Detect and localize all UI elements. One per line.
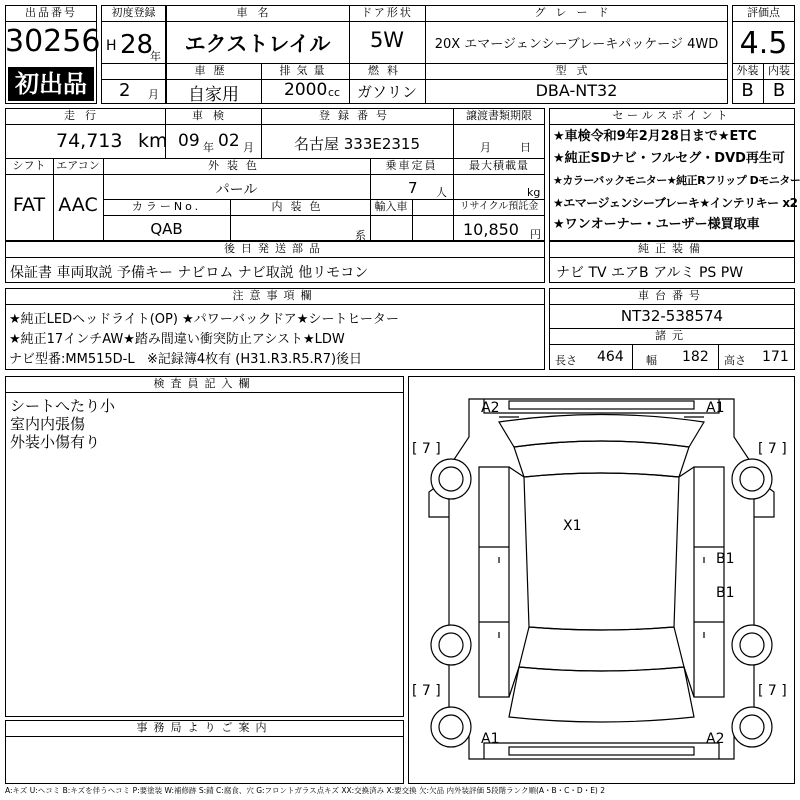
displacement-unit: cc (328, 86, 341, 99)
mark-roof: X1 (563, 518, 582, 534)
sales-points-label: セールスポイント (612, 109, 732, 122)
inspection-month-unit: 月 (243, 141, 254, 154)
car-name: エクストレイル (184, 32, 331, 56)
note-line-1: ★純正LEDヘッドライト(OP) ★パワーバックドア★シートヒーター (9, 312, 399, 327)
tread-rear-right: [ 7 ] (758, 683, 787, 699)
car-name-label: 車名 (236, 6, 279, 19)
width: 182 (682, 349, 709, 365)
chassis-label: 車台番号 (638, 289, 706, 302)
recycle-fee: 10,850 (463, 220, 519, 239)
interior-color-label: 内装色 (271, 200, 329, 213)
transfer-label: 譲渡書類期限 (466, 109, 532, 122)
delivery-parts: 保証書 車両取説 予備キー ナビロム ナビ取説 他リモコン (10, 265, 369, 281)
month-unit: 月 (148, 88, 159, 101)
mark-front-right: A1 (706, 400, 725, 416)
import-label: 輸入車 (374, 200, 408, 213)
first-listing-badge: 初出品 (8, 67, 94, 101)
year-unit: 年 (150, 50, 161, 63)
mark-right-door-rear: B1 (716, 585, 735, 601)
inspector-line-3: 外装小傷有り (10, 433, 101, 451)
sales-point-3: ★カラーバックモニター★純正Rフリップ Dモニター (553, 174, 800, 187)
era-letter: H (106, 38, 117, 54)
capacity-unit: 人 (436, 186, 447, 199)
ac-label: エアコン (56, 159, 100, 172)
tread-front-left: [ 7 ] (412, 441, 441, 457)
inspection-year: 09 (178, 131, 200, 151)
height: 171 (762, 349, 789, 365)
tread-rear-right-value: 7 (767, 683, 777, 699)
height-label: 高さ (724, 354, 746, 367)
fuel-label: 燃料 (368, 64, 406, 77)
tread-front-right: [ 7 ] (758, 441, 787, 457)
length: 464 (597, 349, 624, 365)
model-code: DBA-NT32 (535, 81, 618, 100)
displacement: 2000 (284, 80, 328, 100)
color-label: 外装色 (208, 159, 265, 172)
interior-color-unit: 系 (355, 229, 366, 242)
displacement-label: 排気量 (279, 64, 331, 77)
equipment-list: ナビ TV エアB アルミ PS PW (556, 265, 744, 281)
reg-year: 28 (120, 30, 154, 60)
exterior-color: パール (215, 182, 258, 198)
score-label: 評価点 (747, 6, 780, 19)
load-label: 最大積載量 (469, 159, 529, 172)
door-label: ドア形状 (361, 6, 413, 19)
registration-number: 名古屋 333E2315 (293, 135, 421, 153)
recycle-unit: 円 (530, 228, 541, 241)
capacity: 7 (408, 179, 418, 197)
fuel: ガソリン (356, 83, 417, 101)
transfer-day: 日 (520, 141, 531, 154)
load-unit: kg (527, 186, 541, 199)
interior-grade-label: 内装 (768, 64, 790, 77)
car-diagram-svg (409, 377, 794, 783)
inspection-label: 車検 (192, 109, 234, 122)
lot-number: 30256 (5, 24, 101, 59)
shift: FAT (12, 194, 46, 216)
sales-point-2: ★純正SDナビ・フルセグ・DVD再生可 (553, 151, 785, 166)
ac: AAC (58, 194, 98, 216)
inspector-label: 検査員記入欄 (153, 377, 256, 390)
inspection-year-unit: 年 (203, 141, 214, 154)
mileage-label: 走行 (64, 109, 106, 122)
sales-point-4: ★エマージェンシーブレーキ★インテリキー x2 (553, 196, 798, 210)
sales-point-5: ★ワンオーナー・ユーザー様買取車 (553, 217, 760, 232)
mileage-unit: km (138, 130, 168, 152)
mark-front-left: A2 (481, 400, 500, 416)
model-label: 型式 (555, 64, 598, 77)
chassis-number: NT32-538574 (620, 307, 724, 325)
grade: 20X エマージェンシーブレーキパッケージ 4WD (434, 37, 719, 52)
inspector-line-1: シートへたり小 (10, 397, 116, 415)
interior-grade: B (772, 80, 786, 101)
exterior-grade: B (741, 80, 754, 101)
equipment-label: 純正装備 (638, 242, 706, 255)
car-diagram (408, 376, 795, 784)
mark-rear-right: A2 (706, 731, 725, 747)
inspection-month: 02 (218, 131, 240, 151)
width-label: 幅 (646, 354, 657, 367)
mark-right-door-front: B1 (716, 551, 735, 567)
history-label: 車歴 (194, 64, 233, 77)
transfer-month: 月 (480, 141, 491, 154)
mark-rear-left: A1 (481, 731, 500, 747)
tread-front-left-value: 7 (421, 441, 431, 457)
shift-label: シフト (12, 159, 46, 172)
legend: A:キズ U:ヘコミ B:キズを伴うヘコミ P:要塗装 W:補修跡 S:錆 C:腐食、穴 G:フロントガラス点キズ XX:交換済み X:要交換 欠:欠品 内外装評価 5段階ランク順(A・B・C・D・E) 2 (5, 786, 606, 795)
length-label: 長さ (555, 354, 577, 367)
first-reg-label: 初度登録 (111, 6, 156, 19)
tread-front-right-value: 7 (767, 441, 777, 457)
lot-label: 出品番号 (25, 6, 77, 19)
door-type: 5W (369, 28, 405, 52)
reg-month: 2 (119, 80, 131, 101)
office-label: 事務局よりご案内 (136, 721, 273, 734)
grade-label: グレード (534, 6, 619, 19)
delivery-label: 後日発送部品 (224, 242, 326, 255)
exterior-grade-label: 外装 (736, 64, 759, 77)
score: 4.5 (739, 26, 788, 61)
color-no-label: カラーNo. (131, 200, 202, 213)
note-line-2: ★純正17インチAW★踏み間違い衝突防止アシスト★LDW (9, 332, 345, 347)
color-no: QAB (150, 220, 183, 238)
note-line-3: ナビ型番:MM515D-L ※記録簿4枚有 (H31.R3.R5.R7)後日 (9, 352, 363, 367)
history: 自家用 (188, 85, 239, 105)
tread-rear-left-value: 7 (421, 683, 431, 699)
mileage: 74,713 (56, 130, 123, 152)
sales-point-1: ★車検令和9年2月28日まで★ETC (553, 129, 757, 144)
notes-label: 注意事項欄 (232, 289, 318, 302)
capacity-label: 乗車定員 (385, 159, 438, 172)
registration-label: 登録番号 (319, 109, 395, 122)
tread-rear-left: [ 7 ] (412, 683, 441, 699)
inspector-line-2: 室内内張傷 (10, 415, 86, 433)
dims-label: 諸元 (655, 329, 689, 342)
recycle-label: リサイクル預託金 (459, 201, 539, 212)
